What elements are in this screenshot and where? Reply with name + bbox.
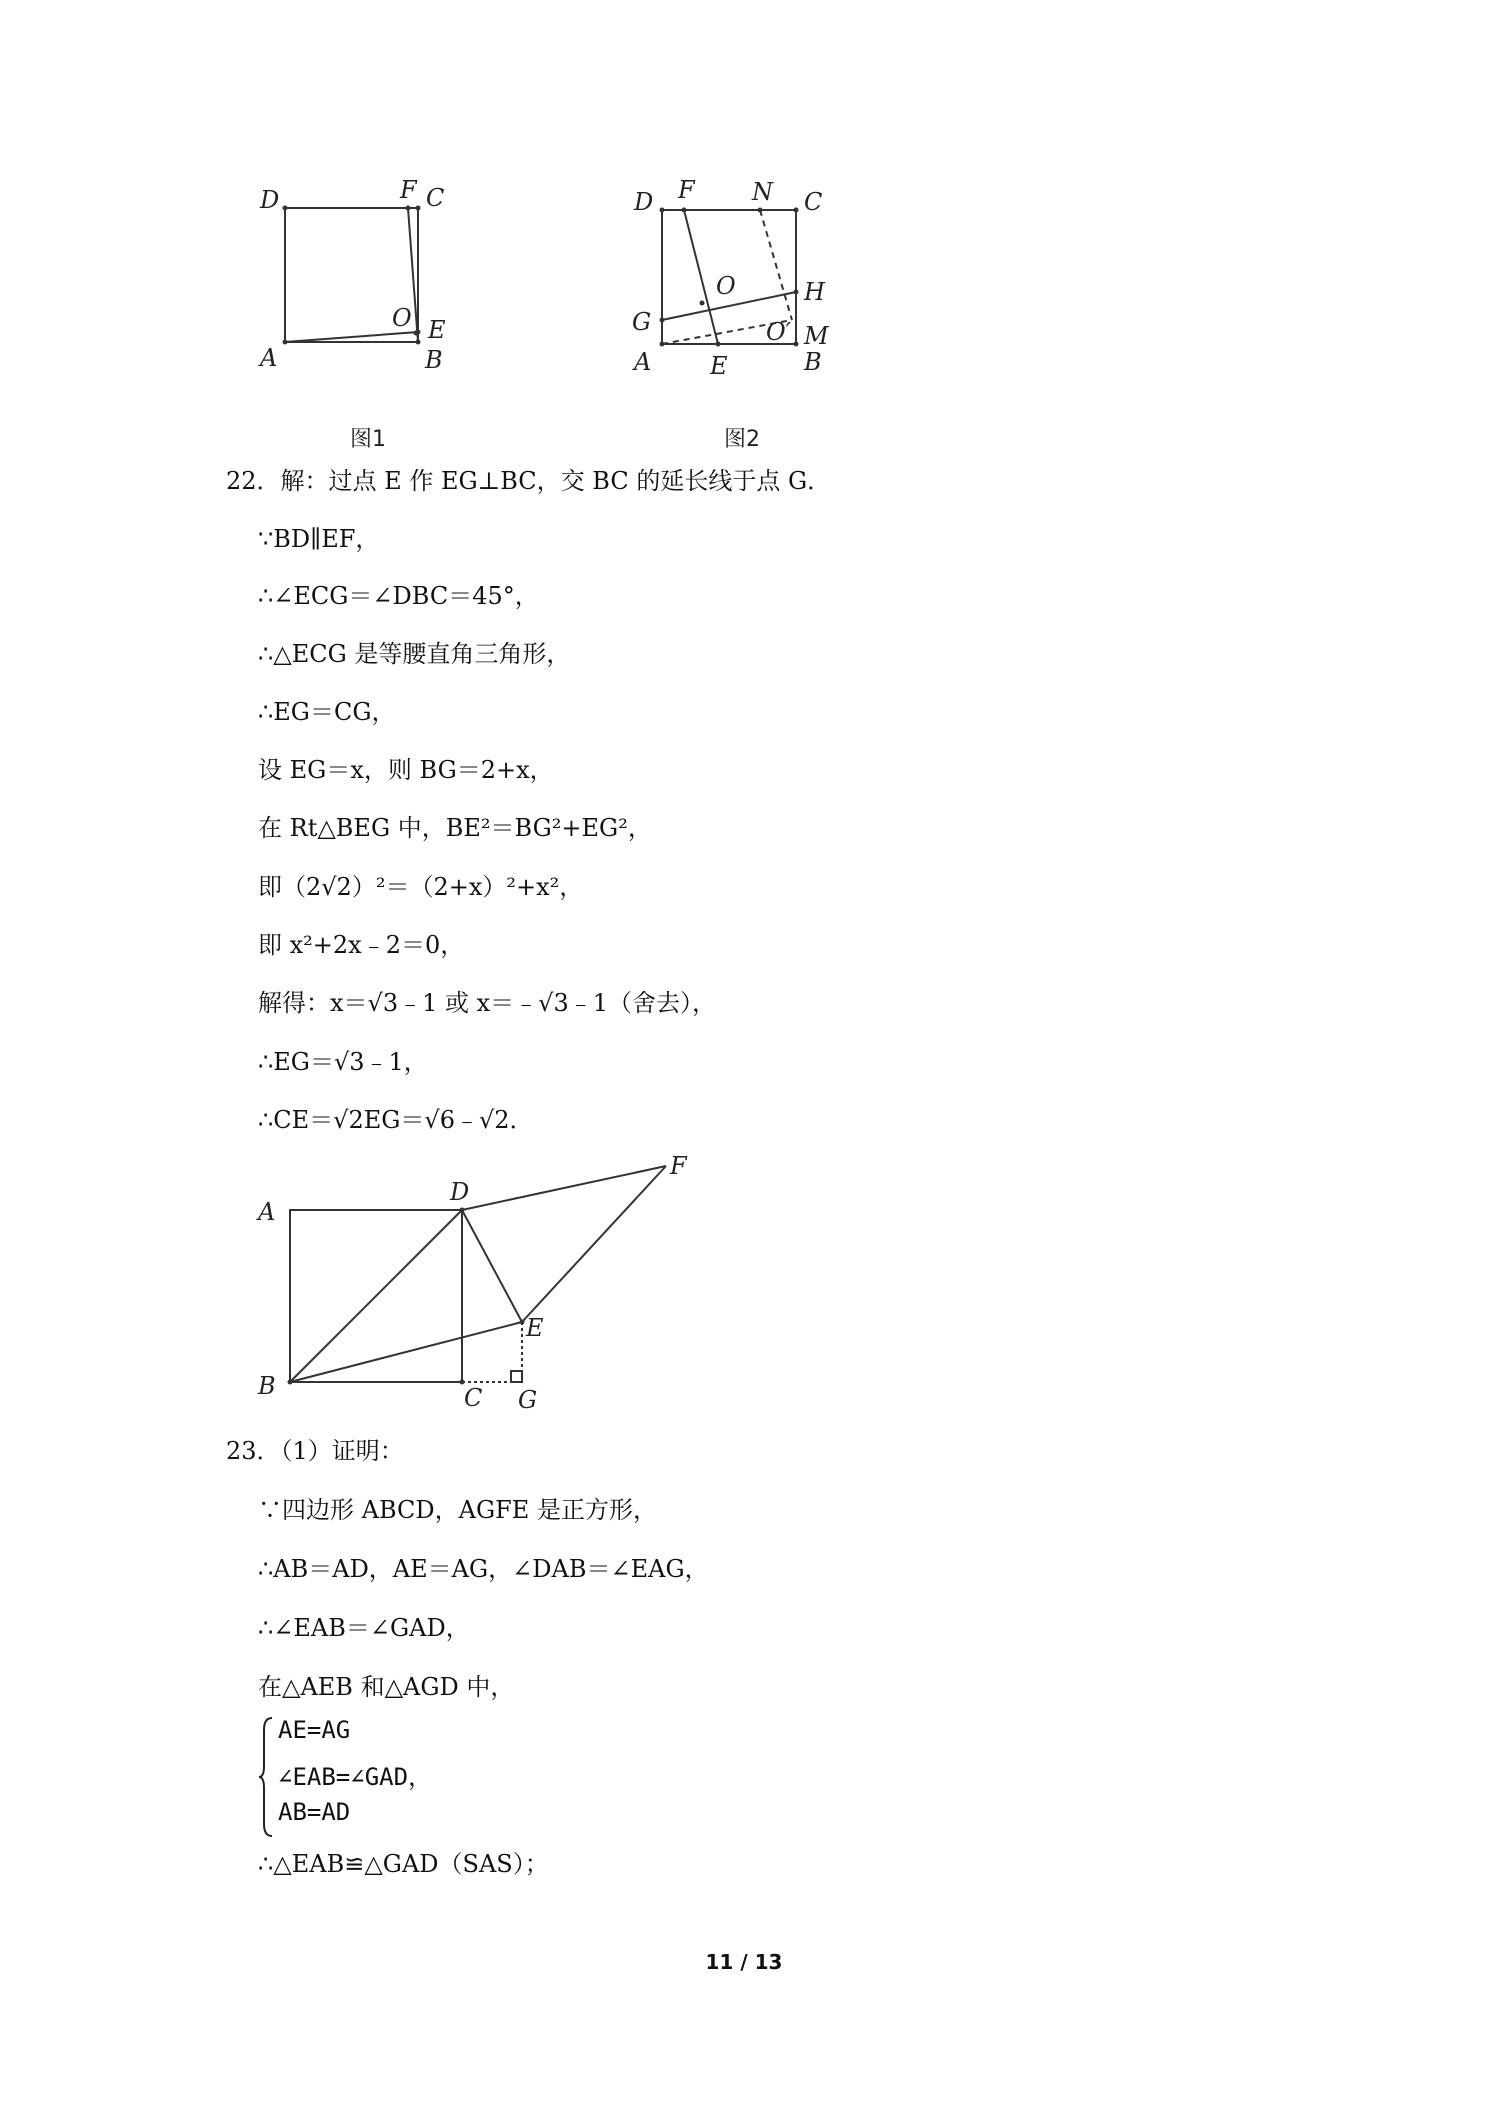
point-label-H: H (804, 278, 825, 306)
q22-line-8: 即（2√2）²＝（2+x）²+x²， (258, 873, 584, 901)
brace-icon (258, 1716, 274, 1838)
figure-2 (620, 170, 900, 460)
figure-2-caption: 图2 (724, 427, 760, 452)
point-label-D: D (260, 186, 280, 214)
q22-line-12: ∴CE＝√2EG＝√6﹣√2． (258, 1106, 534, 1134)
point-label-B: B (804, 348, 822, 376)
q23-conclusion: ∴△EAB≌△GAD（SAS）； (258, 1850, 549, 1878)
point-label-F: F (670, 1152, 687, 1180)
point-label-E: E (526, 1314, 544, 1342)
system-row-2: ∠EAB=∠GAD， (278, 1763, 433, 1791)
point-label-O: O (716, 272, 736, 300)
figure-1-drawing (250, 170, 510, 460)
point-label-C: C (804, 188, 823, 216)
system-row-1: AE=AG (278, 1716, 351, 1744)
q22-line-2: ∵BD∥EF， (258, 525, 380, 553)
q22-line-3: ∴∠ECG＝∠DBC＝45°， (258, 582, 539, 610)
point-label-C: C (426, 184, 445, 212)
q23-line-4: ∴∠EAB＝∠GAD， (258, 1614, 470, 1642)
point-label-M: M (804, 322, 829, 350)
q23-line-2: ∵四边形 ABCD，AGFE 是正方形， (258, 1496, 657, 1524)
point-label-A: A (634, 348, 652, 376)
point-label-B: B (258, 1372, 276, 1400)
figure-3-drawing (250, 1150, 710, 1425)
q22-line-1: 22．解：过点 E 作 EG⊥BC，交 BC 的延长线于点 G． (226, 467, 832, 495)
point-label-G: G (632, 308, 652, 336)
q22-line-11: ∴EG＝√3﹣1， (258, 1048, 428, 1076)
point-label-G: G (518, 1386, 538, 1414)
point-label-D: D (450, 1178, 470, 1206)
point-label-F: F (400, 176, 417, 204)
figure-1 (250, 170, 510, 460)
q22-line-5: ∴EG＝CG， (258, 698, 396, 726)
system-row-3: AB=AD (278, 1798, 351, 1826)
point-label-A: A (258, 1198, 276, 1226)
point-label-D: D (634, 188, 654, 216)
point-label-A: A (260, 344, 278, 372)
q22-line-4: ∴△ECG 是等腰直角三角形， (258, 640, 571, 668)
point-label-B: B (425, 346, 443, 374)
point-label-C: C (464, 1384, 483, 1412)
q22-line-10: 解得：x＝√3﹣1 或 x＝﹣√3﹣1（舍去）， (258, 989, 716, 1017)
q23-line-5: 在△AEB 和△AGD 中， (258, 1673, 515, 1701)
point-label-O-prime: O′ (766, 318, 792, 346)
page-number: 11 / 13 (705, 1950, 783, 1974)
q22-line-7: 在 Rt△BEG 中，BE²＝BG²+EG²， (258, 814, 652, 842)
q22-line-9: 即 x²+2x﹣2＝0， (258, 931, 465, 959)
point-label-E: E (428, 316, 446, 344)
q23-line-1: 23．（1）证明： (226, 1437, 404, 1465)
point-label-N: N (752, 178, 773, 206)
q22-line-6: 设 EG＝x，则 BG＝2+x， (258, 756, 554, 784)
figure-3 (250, 1150, 710, 1425)
point-label-E: E (710, 352, 728, 380)
point-label-O: O (392, 304, 412, 332)
figure-2-drawing (620, 170, 900, 460)
point-label-F: F (678, 176, 695, 204)
q23-line-3: ∴AB＝AD，AE＝AG，∠DAB＝∠EAG， (258, 1555, 709, 1583)
figure-1-caption: 图1 (350, 427, 386, 452)
